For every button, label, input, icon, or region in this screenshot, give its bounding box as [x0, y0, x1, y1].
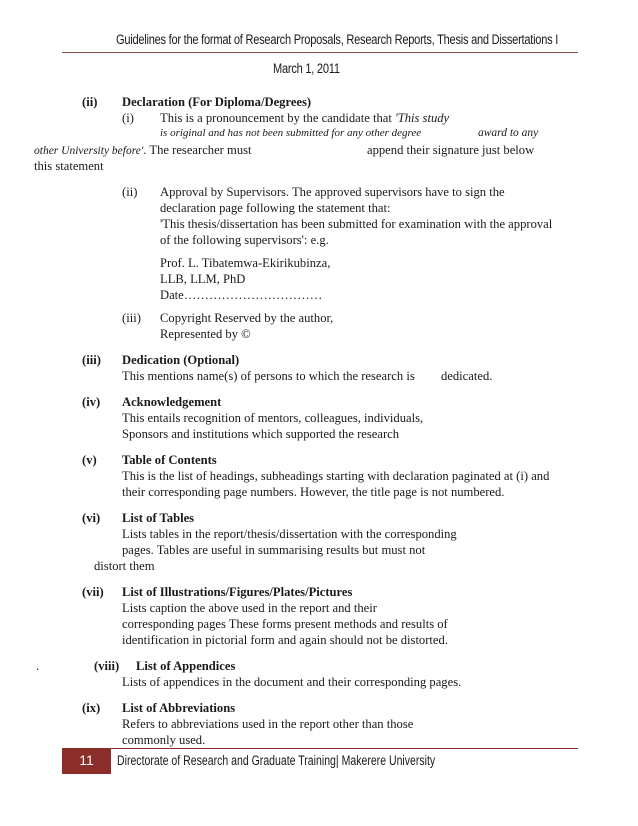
text-line: Prof. L. Tibatemwa-Ekirikubinza, [160, 256, 331, 270]
subsection-number: (iii) [122, 311, 141, 325]
text-line: This mentions name(s) of persons to which the research is [122, 369, 415, 383]
page-number: 11 [79, 752, 94, 768]
section-heading: Acknowledgement [122, 395, 222, 409]
subsection-number: (ii) [122, 185, 138, 199]
text-line: corresponding pages These forms present methods and results of [122, 617, 448, 631]
text-line: commonly used. [122, 733, 206, 747]
text-line: LLB, LLM, PhD [160, 272, 246, 286]
section-heading: Declaration (For Diploma/Degrees) [122, 95, 312, 109]
text-line: declaration page following the statement that: [160, 201, 391, 215]
text-line: Approval by Supervisors. The approved supervisors have to sign the [160, 185, 505, 199]
text-line: this statement [34, 159, 104, 173]
text-line: Lists of appendices in the document and their corresponding pages. [122, 675, 462, 689]
section-heading: List of Abbreviations [122, 701, 236, 715]
text-line: Sponsors and institutions which supported the research [122, 427, 400, 441]
text-line: Lists tables in the report/thesis/dissertation with the corresponding [122, 527, 457, 541]
text-line: other University before'. The researcher must [34, 143, 252, 157]
section-number: (viii) [94, 659, 120, 673]
section-number: (iii) [82, 353, 101, 367]
section-heading: Table of Contents [122, 453, 217, 467]
section-heading: Dedication (Optional) [122, 353, 240, 367]
footer-rule [111, 748, 578, 749]
text-line: This is the list of headings, subheadings starting with declaration paginated at (i) and [122, 469, 550, 483]
header-rule [62, 52, 578, 53]
subsection-number: (i) [122, 111, 134, 125]
running-header-title: Guidelines for the format of Research Proposals, Research Reports, Thesis and Dissertations I [116, 32, 559, 47]
section-number: (ii) [82, 95, 98, 109]
text-line: Refers to abbreviations used in the report other than those [122, 717, 414, 731]
text-line: This entails recognition of mentors, colleagues, individuals, [122, 411, 424, 425]
text-line: award to any [478, 127, 539, 139]
text-line: Copyright Reserved by the author, [160, 311, 334, 325]
text-line: their corresponding page numbers. However, the title page is not numbered. [122, 485, 505, 499]
stray-dot: . [36, 659, 40, 673]
text-line: append their signature just below [367, 143, 535, 157]
text-line: identification in pictorial form and again should not be distorted. [122, 633, 448, 647]
section-heading: List of Illustrations/Figures/Plates/Pictures [122, 585, 353, 599]
footer-text: Directorate of Research and Graduate Training| Makerere University [117, 753, 436, 768]
text-line: dedicated. [441, 369, 493, 383]
text-line: of the following supervisors': e.g. [160, 233, 329, 247]
text-line: pages. Tables are useful in summarising results but must not [122, 543, 426, 557]
text-line: Represented by © [160, 327, 251, 341]
text-line: 'This thesis/dissertation has been submitted for examination with the approval [160, 217, 553, 231]
section-number: (v) [82, 453, 97, 467]
text-line: This is a pronouncement by the candidate that 'This study [160, 111, 450, 125]
text-line: Lists caption the above used in the report and their [122, 601, 377, 615]
section-heading: List of Tables [122, 511, 195, 525]
section-number: (iv) [82, 395, 101, 409]
section-number: (ix) [82, 701, 101, 715]
text-line: is original and has not been submitted for any other degree [160, 127, 422, 139]
section-number: (vii) [82, 585, 104, 599]
text-line: distort them [94, 559, 155, 573]
section-heading: List of Appendices [136, 659, 236, 673]
text-line: Date…………………………… [160, 288, 323, 302]
running-header-date: March 1, 2011 [273, 61, 340, 76]
section-number: (vi) [82, 511, 101, 525]
